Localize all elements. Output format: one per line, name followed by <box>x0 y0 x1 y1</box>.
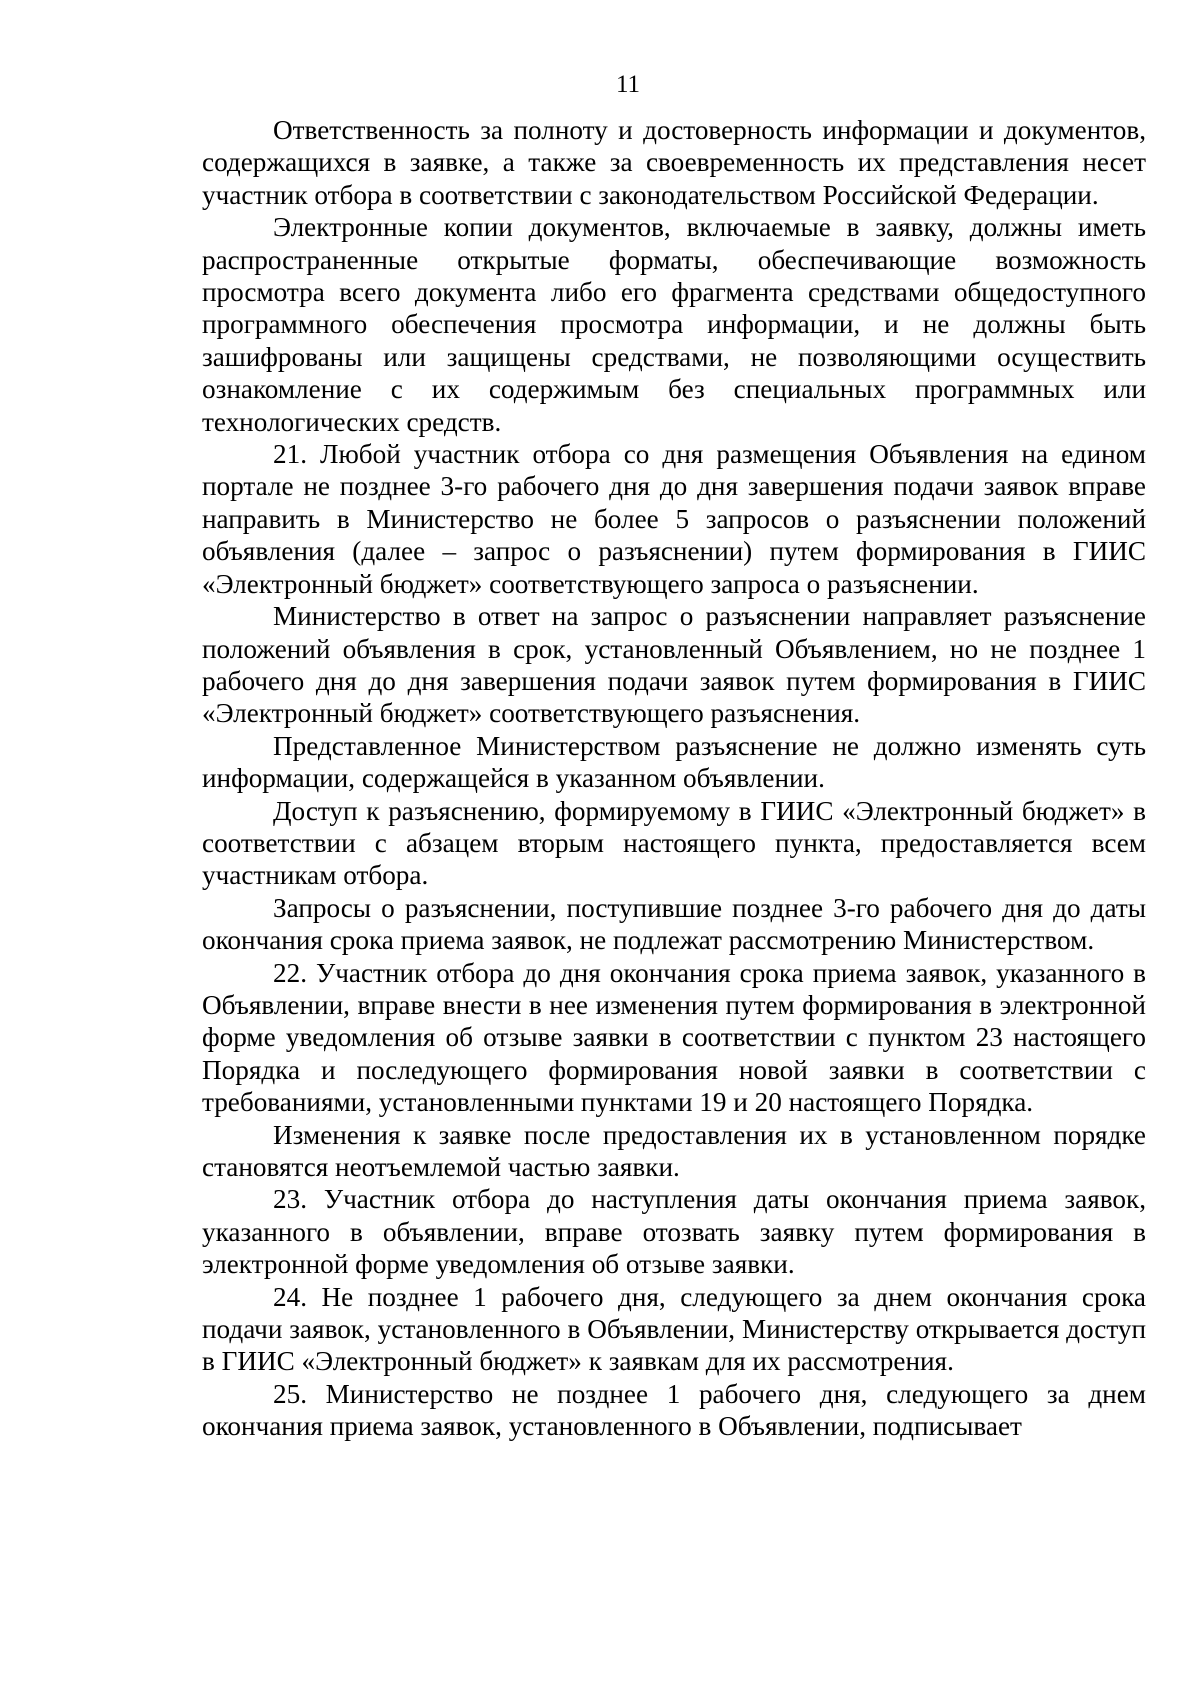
page-number: 11 <box>615 71 641 98</box>
paragraph-item-23: 23. Участник отбора до наступления даты окончания приема заявок, указанного в объявлении, вправе отозвать заявку путем формирования в электронной форме уведомления об отзыве заявки. <box>202 1184 1146 1280</box>
paragraph-responsibility: Ответственность за полноту и достоверность информации и документов, содержащихся в заявке, а также за своевременность их представления несет участник отбора в соответствии с законодательством Российской Федерации. <box>202 115 1146 210</box>
paragraph-electronic-copies: Электронные копии документов, включаемые в заявку, должны иметь распространенные открытые форматы, обеспечивающие возможность просмотра всего документа либо его фрагмента средствами общедоступного программного обеспечения просмотра информации, и не должны быть зашифрованы или защищены средствами, не позволяющими осуществить ознакомление с их содержимым без специальных программных или технологических средств. <box>202 212 1146 437</box>
paragraph-clarification-content: Представленное Министерством разъяснение не должно изменять суть информации, содержащейся в указанном объявлении. <box>202 730 1146 794</box>
paragraph-item-21: 21. Любой участник отбора со дня размещения Объявления на едином портале не позднее 3-го рабочего дня до дня завершения подачи заявок вправе направить в Министерство не более 5 запросов о разъяснении положений объявления (далее – запрос о разъяснении) путем формирования в ГИИС «Электронный бюджет» соответствующего запроса о разъяснении. <box>202 439 1146 599</box>
paragraph-ministry-response: Министерство в ответ на запрос о разъяснении направляет разъяснение положений объявления в срок, установленный Объявлением, но не позднее 1 рабочего дня до дня завершения подачи заявок путем формирования в ГИИС «Электронный бюджет» соответствующего разъяснения. <box>202 601 1146 729</box>
paragraph-late-requests: Запросы о разъяснении, поступившие позднее 3-го рабочего дня до даты окончания срока приема заявок, не подлежат рассмотрению Министерством. <box>202 892 1146 956</box>
document-body <box>202 114 1146 1443</box>
paragraph-item-25: 25. Министерство не позднее 1 рабочего дня, следующего за днем окончания приема заявок, установленного в Объявлении, подписывает <box>202 1378 1146 1442</box>
paragraph-application-changes: Изменения к заявке после предоставления их в установленном порядке становятся неотъемлемой частью заявки. <box>202 1119 1146 1182</box>
paragraph-item-22: 22. Участник отбора до дня окончания срока приема заявок, указанного в Объявлении, вправе внести в нее изменения путем формирования в электронной форме уведомления об отзыве заявки в соответствии с пунктом 23 настоящего Порядка и последующего формирования новой заявки в соответствии с требованиями, установленными пунктами 19 и 20 настоящего Порядка. <box>202 957 1146 1118</box>
paragraph-clarification-access: Доступ к разъяснению, формируемому в ГИИС «Электронный бюджет» в соответствии с абзацем вторым настоящего пункта, предоставляется всем участникам отбора. <box>202 795 1146 891</box>
paragraph-item-24: 24. Не позднее 1 рабочего дня, следующего за днем окончания срока подачи заявок, установленного в Объявлении, Министерству открывается доступ в ГИИС «Электронный бюджет» к заявкам для их рассмотрения. <box>202 1281 1146 1377</box>
